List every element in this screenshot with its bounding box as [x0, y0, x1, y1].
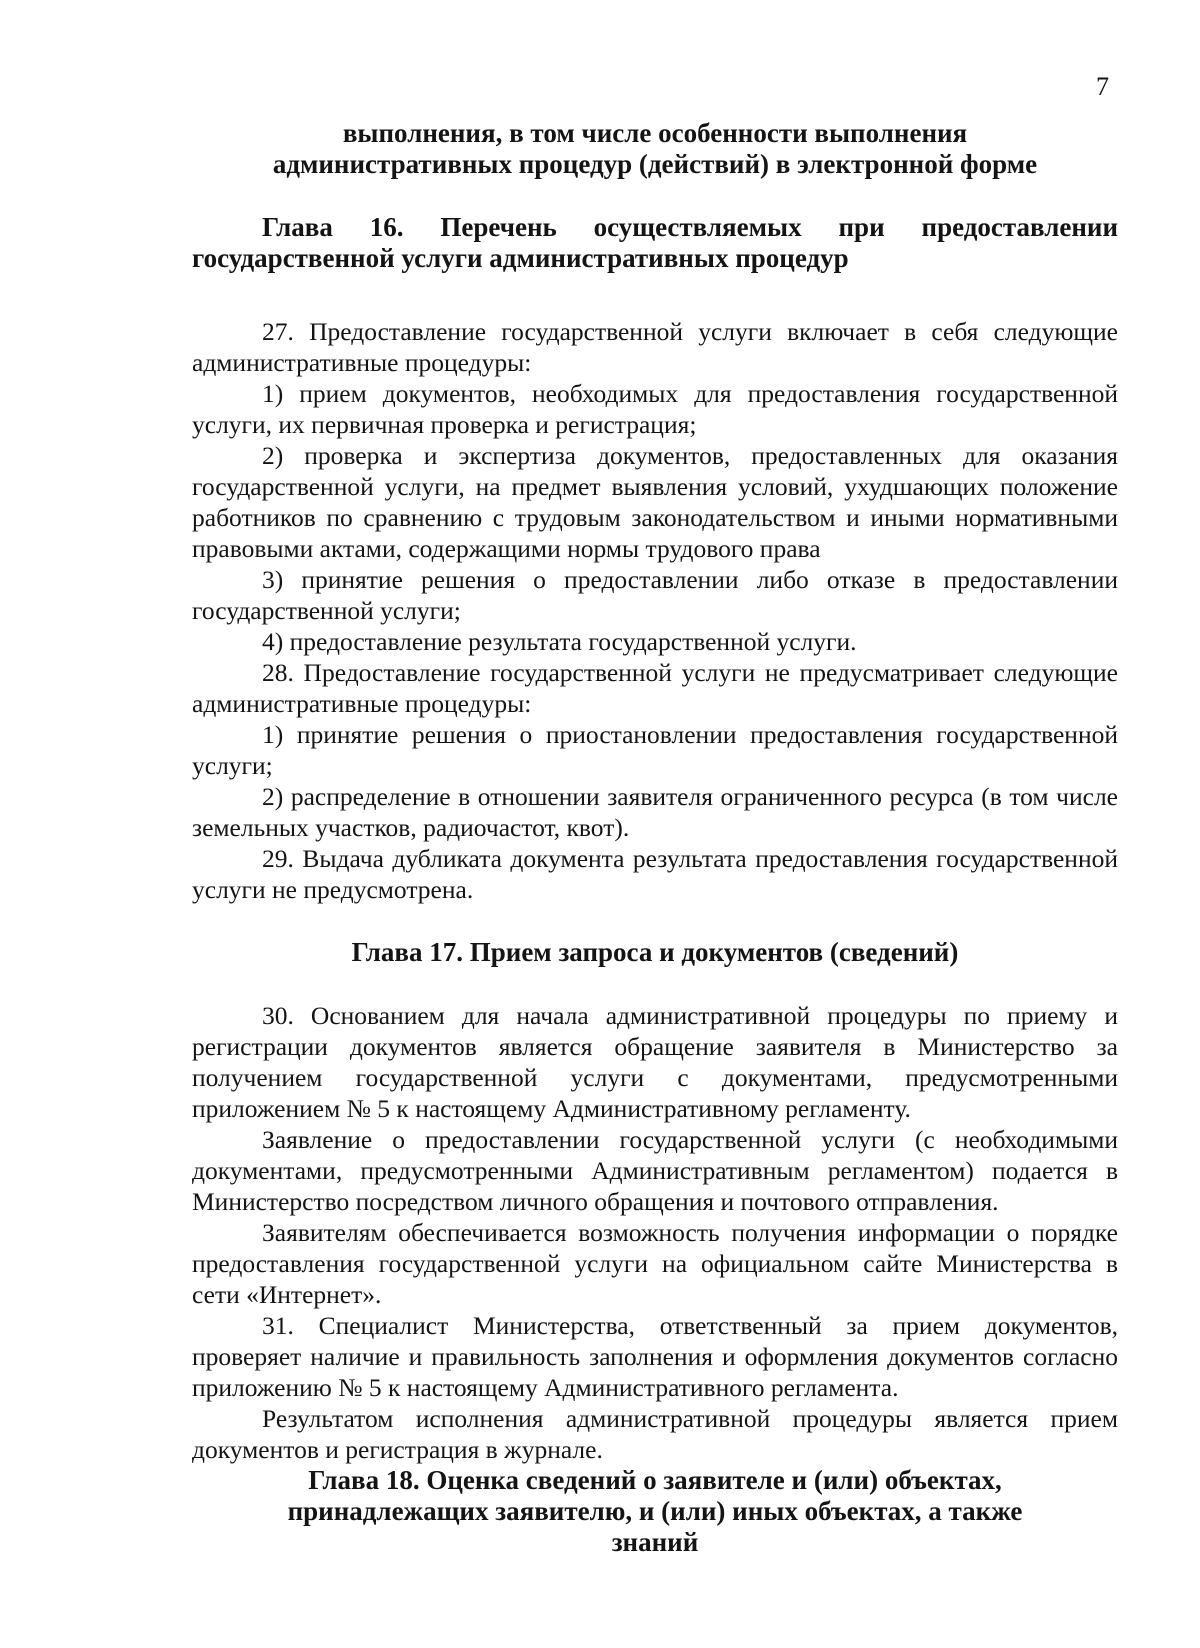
paragraph: Заявителям обеспечивается возможность получения информации о порядке предоставления государственной услуги на официальном сайте Министерства в сети «Интернет».: [192, 1218, 1118, 1309]
paragraph: 2) проверка и экспертиза документов, предоставленных для оказания государственной услуги, на предмет выявления условий, ухудшающих положение работников по сравнению с трудовым законодательством и иными нормативными правовыми актами, содержащими нормы трудового права: [192, 441, 1118, 563]
paragraph: 27. Предоставление государственной услуги включает в себя следующие административные процедуры:: [192, 317, 1118, 377]
chapter-18-title: Глава 18. Оценка сведений о заявителе и (или) объектах, принадлежащих заявителю, и (или) иных объектах, а также знаний: [287, 1465, 1023, 1557]
chapter-17-body: [192, 1000, 1118, 1465]
paragraph: 1) прием документов, необходимых для предоставления государственной услуги, их первичная проверка и регистрация;: [192, 379, 1118, 439]
paragraph: 1) принятие решения о приостановлении предоставления государственной услуги;: [192, 720, 1118, 780]
page-number: 7: [1096, 72, 1109, 101]
section-heading-continuation: выполнения, в том числе особенности выполнения административных процедур (действий) в электронной форме: [272, 118, 1038, 179]
paragraph: 28. Предоставление государственной услуги не предусматривает следующие административные процедуры:: [192, 658, 1118, 718]
paragraph: 4) предоставление результата государственной услуги.: [262, 627, 857, 656]
document-body: [192, 118, 1118, 1558]
paragraph: 3) принятие решения о предоставлении либо отказе в предоставлении государственной услуги;: [192, 565, 1118, 625]
paragraph: 30. Основанием для начала административной процедуры по приему и регистрации документов является обращение заявителя в Министерство за получением государственной услуги с документами, предусмотренными приложением № 5 к настоящему Административному регламенту.: [192, 1001, 1118, 1123]
paragraph: Заявление о предоставлении государственной услуги (с необходимыми документами, предусмотренными Административным регламентом) подается в Министерство посредством личного обращения и почтового отправления.: [192, 1125, 1118, 1216]
chapter-16-body: [192, 316, 1118, 905]
paragraph: 29. Выдача дубликата документа результата предоставления государственной услуги не предусмотрена.: [192, 844, 1118, 904]
paragraph: 2) распределение в отношении заявителя ограниченного ресурса (в том числе земельных участков, радиочастот, квот).: [192, 782, 1118, 842]
paragraph: 31. Специалист Министерства, ответственный за прием документов, проверяет наличие и правильность заполнения и оформления документов согласно приложению № 5 к настоящему Административного регламента.: [192, 1311, 1118, 1402]
paragraph: Результатом исполнения административной процедуры является прием документов и регистрация в журнале.: [192, 1404, 1118, 1464]
chapter-16-title: Глава 16. Перечень осуществляемых при предоставлении государственной услуги административных процедур: [192, 212, 1118, 273]
chapter-17-title: Глава 17. Прием запроса и документов (сведений): [351, 937, 959, 967]
